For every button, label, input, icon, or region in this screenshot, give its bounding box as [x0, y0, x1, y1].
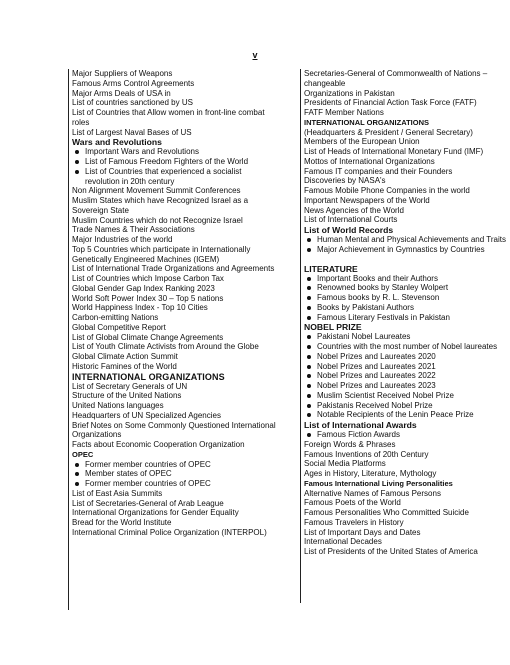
toc-entry: List of Secretary Generals of UN — [72, 381, 188, 391]
toc-entry: Global Climate Action Summit — [72, 352, 178, 361]
toc-entry: List of Countries which Impose Carbon Tax — [72, 274, 224, 283]
toc-entry: (Headquarters & President / General Secretary) — [304, 127, 473, 137]
subsection-heading: OPEC — [72, 449, 94, 459]
toc-entry: List of Heads of International Monetary Fund (IMF) — [304, 147, 484, 156]
toc-entry: Ages in History, Literature, Mythology — [304, 469, 437, 478]
toc-bullet-item: Nobel Prizes and Laureates 2020 — [304, 352, 510, 362]
toc-entry: Brief Notes on Some Commonly Questioned International Organizations — [72, 420, 276, 440]
toc-entry: Discoveries by NASA's — [304, 176, 386, 186]
toc-bullet-item: Pakistanis Received Nobel Prize — [304, 401, 510, 411]
toc-bullet-item: Famous books by R. L. Stevenson — [304, 293, 510, 303]
toc-entry: List of Global Climate Change Agreements — [72, 332, 224, 342]
toc-entry: Headquarters of UN Specialized Agencies — [72, 410, 221, 420]
toc-bullet-item: Books by Pakistani Authors — [304, 303, 510, 313]
toc-entry: Mottos of International Organizations — [304, 156, 435, 166]
toc-entry: International Decades — [304, 537, 382, 547]
toc-bullet-item: Important Wars and Revolutions — [72, 147, 278, 157]
toc-entry: International Organizations for Gender Equality — [72, 508, 239, 518]
toc-entry: List of countries sanctioned by US — [72, 98, 193, 108]
toc-entry: International Criminal Police Organization (INTERPOL) — [72, 527, 267, 537]
toc-entry: Global Gender Gap Index Ranking 2023 — [72, 283, 215, 293]
toc-entry: Social Media Platforms — [304, 459, 386, 469]
toc-entry: Major Suppliers of Weapons — [72, 69, 173, 78]
section-heading: Wars and Revolutions — [72, 137, 162, 148]
toc-entry: List of International Courts — [304, 215, 398, 225]
toc-entry: Alternative Names of Famous Persons — [304, 488, 441, 498]
toc-entry: Famous Travelers in History — [304, 517, 404, 527]
toc-bullet-item: Human Mental and Physical Achievements and Traits — [304, 235, 510, 245]
toc-bullet-item: Member states of OPEC — [72, 469, 278, 479]
toc-bullet-item: Nobel Prizes and Laureates 2021 — [304, 362, 510, 372]
toc-entry: Muslim States which have Recognized Israel as a Sovereign State — [72, 196, 249, 215]
toc-entry: Famous Arms Control Agreements — [72, 78, 195, 88]
subsection-heading: Famous International Living Personalities — [304, 478, 453, 488]
toc-bullet-item: List of Famous Freedom Fighters of the World — [72, 157, 278, 167]
section-heading: LITERATURE — [304, 263, 358, 274]
toc-entry: World Happiness Index - Top 10 Cities — [72, 303, 208, 313]
toc-entry: Secretaries-General of Commonwealth of Nations – changeable — [304, 69, 488, 88]
toc-bullet-item: Famous Fiction Awards — [304, 430, 510, 440]
toc-bullet-item: Countries with the most number of Nobel laureates — [304, 342, 510, 352]
spacer — [304, 255, 510, 264]
toc-entry: World Soft Power Index 30 – Top 5 nations — [72, 293, 224, 303]
toc-entry: Facts about Economic Cooperation Organization — [72, 440, 245, 449]
toc-entry: Historic Famines of the World — [72, 361, 177, 371]
toc-bullet-item: Major Achievement in Gymnastics by Countries — [304, 245, 510, 255]
section-heading: List of World Records — [304, 225, 394, 235]
toc-entry: Presidents of Financial Action Task Force (FATF) — [304, 98, 477, 108]
toc-entry: News Agencies of the World — [304, 205, 404, 215]
toc-right-column — [300, 69, 510, 603]
toc-entry: Famous IT companies and their Founders — [304, 166, 453, 176]
toc-entry: Muslim Countries which do not Recognize Israel — [72, 215, 243, 225]
section-heading: List of International Awards — [304, 420, 417, 430]
toc-bullet-item: List of Countries that experienced a socialist revolution in 20th century — [72, 167, 278, 187]
toc-entry: Top 5 Countries which participate in Internationally Genetically Engineered Machines (IGEM) — [72, 244, 251, 264]
page-number: v — [252, 50, 258, 60]
toc-bullet-item: Muslim Scientist Received Nobel Prize — [304, 391, 510, 401]
toc-entry: United Nations languages — [72, 401, 164, 410]
toc-bullet-item: Important Books and their Authors — [304, 274, 510, 284]
toc-entry: Bread for the World Institute — [72, 518, 172, 527]
subsection-heading: INTERNATIONAL ORGANIZATIONS — [304, 117, 429, 127]
toc-bullet-item: Former member countries of OPEC — [72, 460, 278, 470]
toc-entry: Famous Mobile Phone Companies in the world — [304, 186, 470, 195]
toc-entry: List of Countries that Allow women in front-line combat roles — [72, 108, 265, 127]
toc-entry: List of East Asia Summits — [72, 488, 163, 498]
toc-entry: Organizations in Pakistan — [304, 88, 395, 98]
toc-entry: List of Largest Naval Bases of US — [72, 127, 192, 137]
toc-entry: List of Presidents of the United States of America — [304, 547, 478, 556]
toc-entry: Famous Poets of the World — [304, 498, 401, 508]
toc-entry: Non Alignment Movement Summit Conferences — [72, 186, 241, 196]
toc-bullet-item: Notable Recipients of the Lenin Peace Prize — [304, 410, 510, 420]
toc-entry: Trade Names & Their Associations — [72, 225, 195, 235]
toc-left-column — [68, 69, 278, 610]
toc-entry: FATF Member Nations — [304, 108, 384, 117]
toc-entry: Major Arms Deals of USA in — [72, 88, 171, 98]
toc-entry: Important Newspapers of the World — [304, 195, 430, 205]
toc-entry: List of Secretaries-General of Arab League — [72, 498, 224, 508]
section-heading: INTERNATIONAL ORGANIZATIONS — [72, 371, 225, 382]
toc-bullet-item: Nobel Prizes and Laureates 2023 — [304, 381, 510, 391]
toc-bullet-item: Famous Literary Festivals in Pakistan — [304, 313, 510, 323]
toc-entry: List of Important Days and Dates — [304, 527, 421, 537]
toc-entry: Famous Personalities Who Committed Suicide — [304, 508, 469, 517]
toc-entry: Famous Inventions of 20th Century — [304, 449, 429, 459]
toc-entry: Structure of the United Nations — [72, 391, 182, 401]
toc-entry: Foreign Words & Phrases — [304, 439, 396, 449]
section-heading: NOBEL PRIZE — [304, 322, 362, 333]
toc-bullet-item: Former member countries of OPEC — [72, 479, 278, 489]
toc-entry: List of International Trade Organizations and Agreements — [72, 264, 275, 274]
toc-bullet-item: Renowned books by Stanley Wolpert — [304, 283, 510, 293]
toc-entry: Carbon-emitting Nations — [72, 313, 159, 322]
toc-entry: Major Industries of the world — [72, 235, 173, 244]
toc-entry: Members of the European Union — [304, 137, 420, 147]
toc-bullet-item: Nobel Prizes and Laureates 2022 — [304, 371, 510, 381]
toc-bullet-item: Pakistani Nobel Laureates — [304, 332, 510, 342]
toc-entry: List of Youth Climate Activists from Around the Globe — [72, 342, 259, 352]
toc-entry: Global Competitive Report — [72, 322, 166, 332]
